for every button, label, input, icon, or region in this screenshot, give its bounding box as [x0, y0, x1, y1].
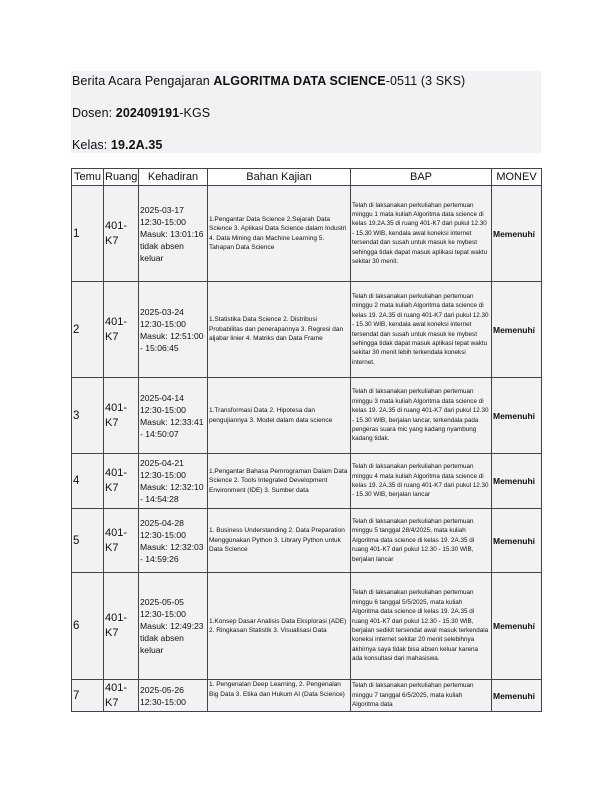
check-in-time: Masuk: 12:32:10 - 14:54:28 [140, 482, 204, 504]
attendance-cell [139, 378, 208, 454]
table-row [72, 454, 542, 509]
meeting-date: 2025-03-24 [140, 306, 184, 317]
material-cell: 1.Statistika Data Science 2. Distribusi Probabilitas dan penerapannya 3. Regresi dan aljabar linier 4. Matriks dan Data Frame [208, 282, 351, 378]
attendance-cell [139, 186, 208, 282]
attendance-cell [139, 454, 208, 509]
lecturer-code: -KGS [179, 106, 211, 120]
attendance-table [71, 168, 542, 712]
title-prefix: Berita Acara Pengajaran [72, 74, 214, 88]
attendance-cell [139, 282, 208, 378]
monev-cell: Memenuhi [492, 573, 542, 680]
attendance-note: tidak absen keluar [140, 240, 184, 263]
room-cell: 401-K7 [104, 680, 139, 712]
check-in-time: Masuk: 12:49:23 [140, 621, 204, 631]
bap-cell: Telah di laksanakan perkuliahan pertemuan minggu 6 tanggal 5/5/2025, mata kuliah Algoritma data science di kelas 19. 2A.35 di ruang 401-K7 dari pukul 12.30 - 15.30 WIB, berjalan sedikit tersendat awal masuk terkendala koneksi internet sekitar 20 menit selebihnya akhirnya saya tidak bisa absen keluar karena ada konsultasi dari mahasiswa. [351, 573, 492, 680]
monev-cell: Memenuhi [492, 378, 542, 454]
check-in-time: Masuk: 12:33:41 - 14:50:07 [140, 416, 204, 439]
bap-cell: Telah di laksanakan perkuliahan pertemuan minggu 1 mata kuliah Algoritma data science di kelas 19.2A.35 di ruang 401-K7 dari pukul 12.30 - 15.30 WIB, kendala awal koneksi internet tersendat dan susah untuk masuk ke mybest sehingga tidak dapat masuk aplikasi tepat waktu sekitar 30 menit. [351, 186, 492, 282]
meeting-number: 7 [72, 680, 104, 712]
attendance-cell [139, 509, 208, 573]
monev-cell: Memenuhi [492, 509, 542, 573]
monev-cell: Memenuhi [492, 282, 542, 378]
room-cell: 401-K7 [104, 282, 139, 378]
class-line [72, 138, 162, 152]
meeting-time: 12:30-15:00 [140, 609, 186, 619]
column-header: Kehadiran [139, 169, 208, 186]
room-cell: 401-K7 [104, 186, 139, 282]
material-cell: 1. Business Understanding 2. Data Preparation Menggunakan Python 3. Library Python untuk Data Science [208, 509, 351, 573]
meeting-time: 12:30-15:00 [140, 470, 186, 480]
table-row [72, 378, 542, 454]
bap-cell: Telah di laksanakan perkuliahan pertemuan minggu 4 mata kuliah Algoritma data science di kelas 19. 2A.35 di ruang 401-K7 dari pukul 12.30 - 15.30 WIB, berjalan lancar [351, 454, 492, 509]
monev-cell: Memenuhi [492, 680, 542, 712]
column-header: Temu [72, 169, 104, 186]
meeting-number: 5 [72, 509, 104, 573]
monev-cell: Memenuhi [492, 186, 542, 282]
check-in-time: Masuk: 12:32:03 - 14:59:26 [140, 541, 204, 564]
bap-cell: Telah di laksanakan perkuliahan pertemuan minggu 3 mata kuliah Algoritma data science di kelas 19. 2A.35 di ruang 401-K7 dari pukul 12.30 - 15.30 WIB, berjalan lancar, terkendala pada pengeras suara mic yang kadang nyambung kadang tidak. [351, 378, 492, 454]
material-cell: 1.Pengantar Data Science 2.Sejarah Data Science 3. Aplikasi Data Science dalam Industri 4. Data Mining dan Machine Learning 5. Tahapan Data Science [208, 186, 351, 282]
check-in-time: Masuk: 12:51:00 - 15:06:45 [140, 330, 204, 353]
column-header: Ruang [104, 169, 139, 186]
attendance-note: tidak absen keluar [140, 633, 184, 655]
meeting-date: 2025-05-05 [140, 597, 184, 607]
material-cell: 1.Konsep Dasar Analisis Data Eksplorasi (ADE) 2. Ringkasan Statistik 3. Visualisasi Data [208, 573, 351, 680]
table-row [72, 573, 542, 680]
meeting-time: 12:30-15:00 [140, 216, 186, 227]
meeting-date: 2025-04-28 [140, 517, 184, 528]
meeting-number: 2 [72, 282, 104, 378]
material-cell: 1.Transformasi Data 2. Hipotesa dan pengujiannya 3. Model dalam data science [208, 378, 351, 454]
monev-cell: Memenuhi [492, 454, 542, 509]
course-code: -0511 (3 SKS) [385, 74, 466, 88]
lecturer-label: Dosen: [72, 106, 116, 120]
material-cell: 1. Pengenalan Deep Learning, 2. Pengenalan Big Data 3. Etika dan Hukum AI (Data Science) [208, 680, 351, 712]
bap-cell: Telah di laksanakan perkuliahan pertemuan minggu 7 tanggal 6/5/2025, mata kuliah Algoritma data [351, 680, 492, 712]
table-header-row [72, 169, 542, 186]
room-cell: 401-K7 [104, 454, 139, 509]
material-cell: 1.Pengantar Bahasa Pemrograman Dalam Data Science 2. Tools Integrated Development Environment (IDE) 3. Sumber data [208, 454, 351, 509]
column-header: BAP [351, 169, 492, 186]
report-title [72, 74, 465, 88]
table-row [72, 186, 542, 282]
meeting-number: 1 [72, 186, 104, 282]
attendance-cell [139, 680, 208, 712]
meeting-time: 12:30-15:00 [140, 529, 186, 540]
meeting-date: 2025-05-26 [140, 684, 184, 695]
bap-cell: Telah di laksanakan perkuliahan pertemuan minggu 5 tanggal 28/4/2025, mata kuliah Algoritma data science di kelas 19. 2A.35 di ruang 401-K7 dari pukul 12.30 - 15.30 WIB, berjalan lancar [351, 509, 492, 573]
meeting-number: 4 [72, 454, 104, 509]
meeting-date: 2025-04-14 [140, 392, 184, 403]
meeting-time: 12:30-15:00 [140, 318, 186, 329]
table-row [72, 282, 542, 378]
table-row [72, 680, 542, 712]
class-value: 19.2A.35 [110, 138, 163, 152]
column-header: MONEV [492, 169, 542, 186]
bap-cell: Telah di laksanakan perkuliahan pertemuan minggu 2 mata kuliah Algoritma data science di kelas 19. 2A.35 di ruang 401-K7 dari pukul 12.30 - 15.30 WIB, kendala awal koneksi internet tersendat dan susah untuk masuk ke mybest sehingga tidak dapat masuk aplikasi tepat waktu sekitar 30 menit lebih terkendala koneksi internet. [351, 282, 492, 378]
room-cell: 401-K7 [104, 573, 139, 680]
course-name: ALGORITMA DATA SCIENCE [213, 74, 386, 88]
attendance-cell [139, 573, 208, 680]
room-cell: 401-K7 [104, 378, 139, 454]
meeting-date: 2025-04-21 [140, 458, 184, 468]
lecturer-id: 202409191 [115, 106, 180, 120]
meeting-number: 6 [72, 573, 104, 680]
meeting-time: 12:30-15:00 [140, 696, 186, 707]
document-header [71, 71, 541, 153]
class-label: Kelas: [72, 138, 111, 152]
check-in-time: Masuk: 13:01:16 [140, 228, 204, 239]
lecturer-line [72, 106, 210, 120]
meeting-date: 2025-03-17 [140, 204, 184, 215]
column-header: Bahan Kajian [208, 169, 351, 186]
meeting-time: 12:30-15:00 [140, 404, 186, 415]
room-cell: 401-K7 [104, 509, 139, 573]
meeting-number: 3 [72, 378, 104, 454]
table-row [72, 509, 542, 573]
